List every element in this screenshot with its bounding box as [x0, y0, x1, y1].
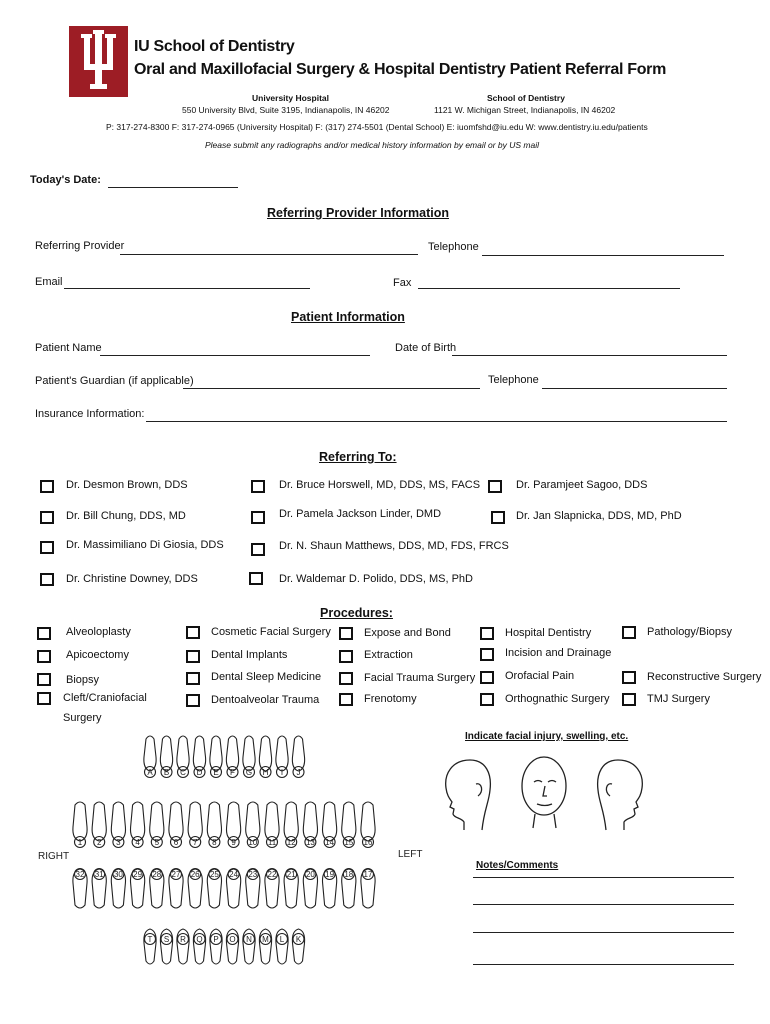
procedure-checkbox[interactable] — [622, 671, 636, 684]
tooth-number: J — [296, 768, 301, 777]
doctor-checkbox[interactable] — [40, 511, 54, 524]
face-front-nose — [543, 786, 547, 796]
procedure-checkbox[interactable] — [37, 692, 51, 705]
tooth[interactable] — [292, 736, 304, 778]
procedure-checkbox[interactable] — [480, 693, 494, 706]
tooth-number: 17 — [363, 870, 373, 879]
procedure-checkbox[interactable] — [480, 648, 494, 661]
tooth[interactable] — [322, 802, 336, 848]
tooth-number: 18 — [344, 870, 354, 879]
dental-chart[interactable] — [30, 735, 440, 975]
tooth[interactable] — [226, 802, 240, 848]
guardian-telephone-field[interactable] — [542, 388, 727, 389]
tooth[interactable] — [243, 736, 255, 778]
tooth[interactable] — [73, 869, 87, 909]
procedure-checkbox[interactable] — [37, 650, 51, 663]
procedure-checkbox[interactable] — [186, 694, 200, 707]
procedure-label: Alveoloplasty — [66, 626, 131, 638]
tooth[interactable] — [342, 869, 356, 909]
tooth-number: K — [295, 935, 302, 944]
face-left-profile-outline — [598, 760, 643, 830]
procedure-label: Cleft/Craniofacial — [63, 692, 147, 704]
referring-to-title: Referring To: — [319, 450, 397, 464]
face-left-profile-ear — [606, 784, 612, 796]
tooth-number: P — [213, 935, 219, 944]
tooth[interactable] — [243, 929, 255, 964]
tooth[interactable] — [73, 802, 87, 848]
face-diagrams[interactable] — [440, 752, 650, 832]
dob-label: Date of Birth — [395, 342, 457, 354]
tooth[interactable] — [276, 736, 288, 778]
referring-provider-label: Referring Provider — [35, 240, 125, 252]
procedure-checkbox[interactable] — [339, 672, 353, 685]
procedure-checkbox[interactable] — [186, 650, 200, 663]
procedure-label: Facial Trauma Surgery — [364, 672, 476, 684]
doctor-label: Dr. Waldemar D. Polido, DDS, MS, PhD — [279, 573, 473, 585]
tooth[interactable] — [160, 736, 172, 778]
doctor-checkbox[interactable] — [40, 480, 54, 493]
procedure-checkbox[interactable] — [480, 627, 494, 640]
telephone-field[interactable] — [482, 255, 724, 256]
procedure-checkbox[interactable] — [339, 650, 353, 663]
tooth[interactable] — [210, 736, 222, 778]
procedure-label: Dental Sleep Medicine — [211, 671, 322, 683]
tooth[interactable] — [130, 802, 144, 848]
procedure-checkbox[interactable] — [622, 626, 636, 639]
tooth-number: 23 — [248, 870, 258, 879]
procedure-label: TMJ Surgery — [647, 693, 710, 705]
procedure-checkbox[interactable] — [622, 693, 636, 706]
tooth[interactable] — [226, 736, 238, 778]
tooth[interactable] — [259, 736, 271, 778]
procedure-checkbox[interactable] — [339, 693, 353, 706]
tooth[interactable] — [210, 929, 222, 964]
procedure-checkbox[interactable] — [339, 627, 353, 640]
todays-date-field[interactable] — [108, 187, 238, 188]
tooth-number: 25 — [209, 870, 219, 879]
tooth[interactable] — [150, 869, 164, 909]
doctor-label: Dr. Paramjeet Sagoo, DDS — [516, 479, 648, 491]
tooth-number: 3 — [116, 838, 121, 847]
tooth-number: L — [279, 935, 285, 944]
insurance-label: Insurance Information: — [35, 408, 145, 420]
tooth[interactable] — [265, 802, 279, 848]
tooth[interactable] — [246, 802, 260, 848]
tooth[interactable] — [144, 736, 156, 778]
tooth-number: O — [229, 935, 236, 944]
guardian-field[interactable] — [183, 388, 480, 389]
tooth-number: I — [280, 768, 284, 777]
page-title: IU School of Dentistry — [134, 38, 295, 55]
tooth[interactable] — [188, 869, 202, 909]
tooth[interactable] — [150, 802, 164, 848]
tooth[interactable] — [342, 802, 356, 848]
tooth[interactable] — [292, 929, 304, 964]
procedure-checkbox[interactable] — [37, 627, 51, 640]
doctor-label: Dr. Pamela Jackson Linder, DMD — [279, 508, 442, 520]
doctor-label: Dr. N. Shaun Matthews, DDS, MD, FDS, FRCS — [279, 540, 509, 552]
patient-name-label: Patient Name — [35, 342, 102, 354]
insurance-field[interactable] — [146, 421, 727, 422]
tooth-number: D — [196, 768, 203, 777]
procedure-label: Apicoectomy — [66, 649, 129, 661]
face-front-outline — [522, 757, 566, 815]
referring-provider-field[interactable] — [120, 254, 418, 255]
procedure-label: Orofacial Pain — [505, 670, 575, 682]
tooth-number: 24 — [229, 870, 239, 879]
tooth-number: 29 — [133, 870, 143, 879]
procedure-label: Hospital Dentistry — [505, 627, 592, 639]
tooth-number: F — [230, 768, 235, 777]
tooth-number: 2 — [96, 838, 102, 847]
tooth-number: 1 — [77, 838, 83, 847]
procedure-checkbox[interactable] — [480, 671, 494, 684]
tooth-number: 8 — [212, 838, 217, 847]
tooth[interactable] — [169, 869, 183, 909]
face-front-eyes — [534, 781, 556, 783]
tooth-number: 20 — [305, 870, 315, 879]
tooth-number: 6 — [173, 838, 179, 847]
tooth[interactable] — [276, 929, 288, 964]
contact-line: P: 317-274-8300 F: 317-274-0965 (University Hospital) F: (317) 274-5501 (Dental School) E: iuomfshd@iu.edu W: www.dentistry.iu.edu/patients — [106, 122, 648, 132]
face-front-neck — [533, 814, 556, 828]
referring-section-title: Referring Provider Information — [267, 206, 449, 220]
tooth-number: 14 — [325, 838, 335, 847]
tooth-number: 19 — [325, 870, 335, 879]
right-label: RIGHT — [38, 851, 70, 862]
tooth-number: 5 — [154, 838, 160, 847]
telephone-label: Telephone — [428, 241, 479, 253]
todays-date-label: Today's Date: — [30, 174, 101, 186]
tooth[interactable] — [361, 869, 375, 909]
tooth-number: 13 — [305, 838, 315, 847]
tooth-number: 10 — [248, 838, 258, 847]
tooth-number: R — [180, 935, 186, 944]
tooth-number: 7 — [192, 838, 198, 847]
tooth[interactable] — [284, 869, 298, 909]
email-field[interactable] — [64, 288, 310, 289]
tooth[interactable] — [92, 869, 106, 909]
trident-icon — [69, 26, 128, 97]
face-right-profile-outline — [446, 760, 491, 830]
tooth-number: S — [163, 935, 170, 944]
procedure-checkbox[interactable] — [37, 673, 51, 686]
doctor-checkbox[interactable] — [251, 543, 265, 556]
tooth[interactable] — [169, 802, 183, 848]
tooth[interactable] — [303, 869, 317, 909]
tooth-number: M — [262, 935, 269, 944]
doctor-label: Dr. Christine Downey, DDS — [66, 573, 198, 585]
tooth[interactable] — [160, 929, 172, 964]
tooth[interactable] — [193, 736, 205, 778]
doctor-label: Dr. Bill Chung, DDS, MD — [66, 510, 186, 522]
fax-field[interactable] — [418, 288, 680, 289]
doctor-label: Dr. Jan Slapnicka, DDS, MD, PhD — [516, 510, 682, 522]
form-title: Oral and Maxillofacial Surgery & Hospital Dentistry Patient Referral Form — [134, 61, 667, 78]
tooth-number: N — [246, 935, 252, 944]
tooth-number: 9 — [231, 838, 236, 847]
submission-note: Please submit any radiographs and/or medical history information by email or by US mail — [205, 140, 540, 150]
tooth[interactable] — [188, 802, 202, 848]
procedure-label: Expose and Bond — [364, 627, 451, 639]
dob-field[interactable] — [452, 355, 727, 356]
tooth-number: 4 — [135, 838, 140, 847]
face-front-mouth — [537, 804, 552, 806]
procedure-checkbox[interactable] — [186, 672, 200, 685]
tooth-number: H — [262, 768, 269, 777]
procedure-label-continued: Surgery — [63, 712, 102, 724]
tooth[interactable] — [361, 802, 375, 848]
tooth[interactable] — [322, 869, 336, 909]
procedures-title: Procedures: — [320, 606, 393, 620]
tooth[interactable] — [284, 802, 298, 848]
tooth-number: 26 — [190, 870, 200, 879]
guardian-telephone-label: Telephone — [488, 374, 539, 386]
iu-logo — [69, 26, 128, 97]
tooth-number: 30 — [113, 870, 123, 879]
notes-line[interactable] — [473, 964, 734, 965]
hospital-name: University Hospital — [252, 93, 329, 103]
doctor-label: Dr. Bruce Horswell, MD, DDS, MS, FACS — [279, 479, 481, 491]
tooth-number: T — [147, 935, 153, 944]
tooth[interactable] — [144, 929, 156, 964]
guardian-label: Patient's Guardian (if applicable) — [35, 375, 194, 387]
left-label: LEFT — [398, 849, 423, 860]
tooth[interactable] — [226, 869, 240, 909]
patient-section-title: Patient Information — [291, 310, 405, 324]
tooth[interactable] — [130, 869, 144, 909]
procedure-label: Reconstructive Surgery — [647, 671, 762, 683]
tooth[interactable] — [226, 929, 238, 964]
doctor-checkbox[interactable] — [251, 511, 265, 524]
email-label: Email — [35, 276, 63, 288]
face-section-title: Indicate facial injury, swelling, etc. — [465, 731, 629, 742]
tooth-number: 27 — [171, 870, 181, 879]
school-address: 1121 W. Michigan Street, Indianapolis, IN 46202 — [434, 105, 616, 115]
tooth[interactable] — [111, 802, 125, 848]
doctor-checkbox[interactable] — [488, 480, 502, 493]
tooth[interactable] — [92, 802, 106, 848]
doctor-checkbox[interactable] — [491, 511, 505, 524]
tooth-number: Q — [196, 935, 203, 944]
notes-line[interactable] — [473, 932, 734, 933]
notes-line[interactable] — [473, 904, 734, 905]
tooth[interactable] — [177, 736, 189, 778]
procedure-label: Cosmetic Facial Surgery — [211, 626, 331, 638]
tooth-number: 11 — [267, 838, 277, 847]
doctor-checkbox[interactable] — [249, 572, 263, 585]
tooth-number: A — [147, 768, 153, 777]
tooth[interactable] — [111, 869, 125, 909]
tooth-number: 21 — [286, 870, 296, 879]
hospital-address: 550 University Blvd, Suite 3195, Indianapolis, IN 46202 — [182, 105, 390, 115]
tooth-number: 31 — [94, 870, 104, 879]
patient-name-field[interactable] — [100, 355, 370, 356]
tooth-number: 32 — [75, 870, 85, 879]
procedure-label: Dentoalveolar Trauma — [211, 694, 320, 706]
notes-line[interactable] — [473, 877, 734, 878]
tooth-number: E — [213, 768, 219, 777]
face-right-profile-ear — [476, 784, 482, 796]
doctor-label: Dr. Massimiliano Di Giosia, DDS — [66, 539, 224, 551]
procedure-label: Frenotomy — [364, 693, 417, 705]
tooth[interactable] — [303, 802, 317, 848]
notes-title: Notes/Comments — [476, 860, 559, 871]
tooth[interactable] — [177, 929, 189, 964]
tooth[interactable] — [259, 929, 271, 964]
procedure-label: Dental Implants — [211, 649, 288, 661]
procedure-label: Biopsy — [66, 674, 100, 686]
tooth-number: 15 — [344, 838, 354, 847]
tooth[interactable] — [265, 869, 279, 909]
tooth-number: 12 — [286, 838, 296, 847]
tooth-number: G — [245, 768, 253, 777]
tooth[interactable] — [246, 869, 260, 909]
procedure-label: Incision and Drainage — [505, 647, 612, 659]
procedure-label: Orthognathic Surgery — [505, 693, 610, 705]
tooth-number: 16 — [363, 838, 373, 847]
tooth-number: 22 — [267, 870, 277, 879]
procedure-label: Extraction — [364, 649, 413, 661]
tooth-number: B — [163, 768, 170, 777]
tooth[interactable] — [193, 929, 205, 964]
tooth-number: C — [180, 768, 186, 777]
tooth-number: 28 — [152, 870, 162, 879]
doctor-checkbox[interactable] — [40, 541, 54, 554]
fax-label: Fax — [393, 277, 412, 289]
doctor-checkbox[interactable] — [40, 573, 54, 586]
doctor-label: Dr. Desmon Brown, DDS — [66, 479, 188, 491]
doctor-checkbox[interactable] — [251, 480, 265, 493]
tooth[interactable] — [207, 869, 221, 909]
school-name: School of Dentistry — [487, 93, 565, 103]
procedure-checkbox[interactable] — [186, 626, 200, 639]
procedure-label: Pathology/Biopsy — [647, 626, 732, 638]
tooth[interactable] — [207, 802, 221, 848]
